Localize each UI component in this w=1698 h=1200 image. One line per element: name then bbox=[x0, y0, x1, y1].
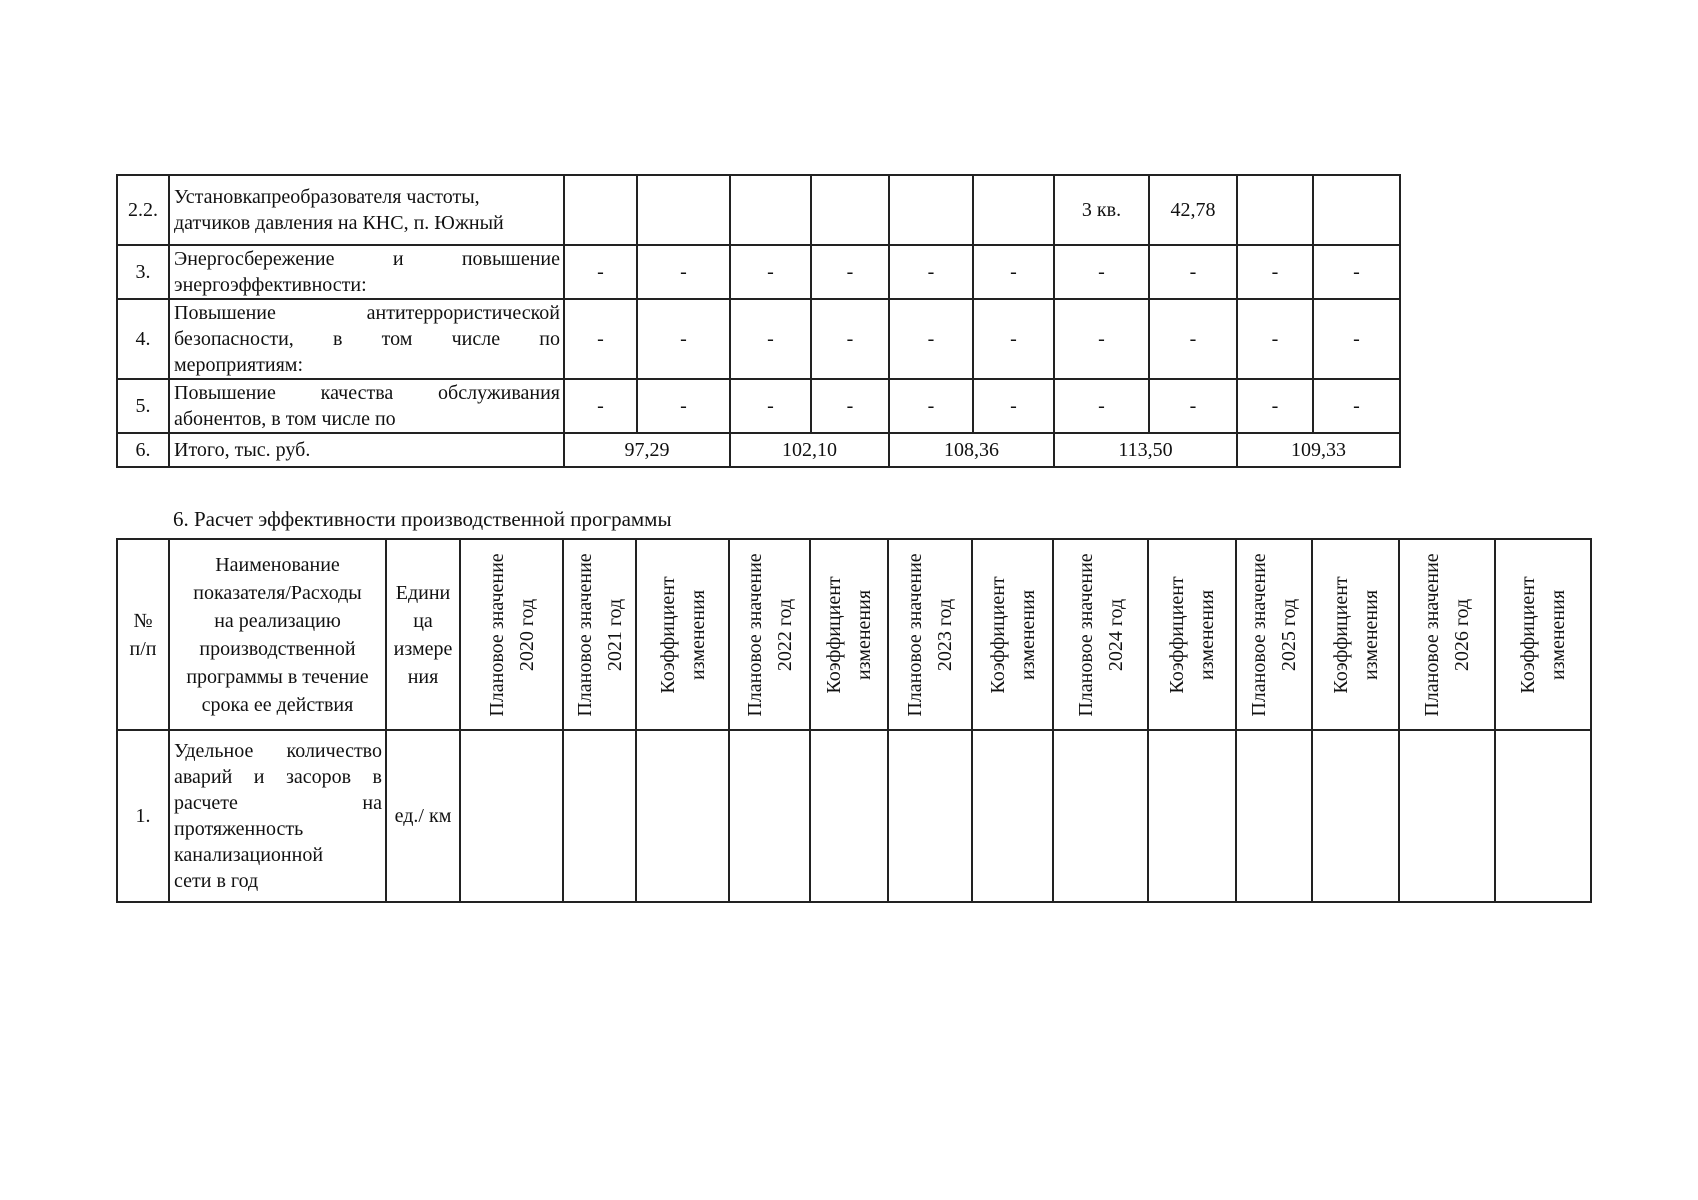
header-column-text bbox=[1513, 576, 1573, 693]
header-name-line: программы в течение bbox=[186, 665, 369, 688]
total-value: 113,50 bbox=[1054, 433, 1237, 467]
value-cell bbox=[1495, 730, 1591, 902]
row-name-lines bbox=[174, 300, 560, 378]
table-row bbox=[117, 379, 1400, 433]
value-cell: - bbox=[637, 299, 730, 379]
header-num bbox=[117, 539, 169, 730]
header-column-line: Плановое значение bbox=[1074, 552, 1097, 717]
header-column-line: 2021 год bbox=[603, 598, 626, 671]
row-name: Итого, тыс. руб. bbox=[169, 433, 564, 467]
row-name-line: датчиков давления на КНС, п. Южный bbox=[174, 212, 504, 234]
row-name-line: протяженность bbox=[174, 818, 304, 840]
value-cell: 3 кв. bbox=[1054, 175, 1149, 245]
value-cell: - bbox=[973, 379, 1054, 433]
header-column-text bbox=[653, 576, 713, 693]
header-column-line: Плановое значение bbox=[1421, 552, 1443, 717]
row-name bbox=[169, 175, 564, 245]
header-column bbox=[460, 539, 563, 730]
row-number: 5. bbox=[117, 379, 169, 433]
header-column bbox=[1236, 539, 1312, 730]
row-number: 2.2. bbox=[117, 175, 169, 245]
value-cell: - bbox=[1054, 245, 1149, 299]
row-name-line: энергоэффективности: bbox=[174, 274, 367, 296]
row-name bbox=[169, 245, 564, 299]
header-column-text bbox=[740, 553, 800, 716]
header-unit-lines bbox=[390, 579, 456, 691]
row-name-line: канализационной bbox=[174, 844, 324, 866]
value-cell bbox=[1399, 730, 1495, 902]
row-number: 6. bbox=[117, 433, 169, 467]
row-name-lines bbox=[174, 380, 560, 432]
section-title: 6. Расчет эффективности производственной программы bbox=[173, 507, 672, 531]
header-row bbox=[117, 539, 1591, 730]
header-num-lines bbox=[121, 607, 165, 663]
value-cell bbox=[1148, 730, 1236, 902]
header-column-text bbox=[482, 553, 542, 716]
row-name bbox=[169, 299, 564, 379]
value-cell bbox=[729, 730, 810, 902]
header-name-line: на реализацию bbox=[214, 609, 341, 632]
header-column-line: изменения bbox=[853, 589, 875, 680]
header-column-line: Плановое значение bbox=[743, 552, 766, 717]
header-column bbox=[563, 539, 636, 730]
header-column bbox=[636, 539, 729, 730]
row-name-line: мероприятиям: bbox=[174, 354, 303, 376]
value-cell: - bbox=[637, 379, 730, 433]
header-column bbox=[1312, 539, 1399, 730]
header-column bbox=[888, 539, 972, 730]
header-column bbox=[1148, 539, 1236, 730]
header-column-line: изменения bbox=[1547, 589, 1569, 680]
value-cell bbox=[972, 730, 1053, 902]
value-cell bbox=[636, 730, 729, 902]
value-cell bbox=[637, 175, 730, 245]
header-column-line: 2020 год bbox=[515, 598, 538, 671]
header-column-line: Коэффициент bbox=[1517, 575, 1539, 694]
header-column-line: Плановое значение bbox=[573, 552, 596, 717]
row-name bbox=[169, 379, 564, 433]
row-name-line: Повышение качества обслуживания bbox=[174, 382, 560, 404]
header-unit-line: измере bbox=[393, 637, 453, 660]
header-column-text bbox=[1162, 576, 1222, 693]
row-name-line: Энергосбережение и повышение bbox=[174, 248, 560, 270]
efficiency-table bbox=[116, 538, 1592, 903]
row-name-line: аварий и засоров в bbox=[174, 766, 382, 788]
header-column-line: изменения bbox=[1016, 589, 1039, 680]
header-column-text bbox=[1071, 553, 1131, 716]
header-column-text bbox=[983, 576, 1043, 693]
total-value: 109,33 bbox=[1237, 433, 1400, 467]
row-name-line: сети в год bbox=[174, 870, 259, 892]
value-cell: - bbox=[1149, 299, 1237, 379]
value-cell: - bbox=[973, 245, 1054, 299]
expenses-table bbox=[116, 174, 1401, 468]
header-column bbox=[810, 539, 888, 730]
header-column-text bbox=[1244, 553, 1304, 716]
value-cell bbox=[1313, 175, 1400, 245]
row-name bbox=[169, 730, 386, 902]
header-column-line: Плановое значение bbox=[904, 552, 926, 717]
header-column-line: 2024 год bbox=[1104, 598, 1127, 671]
value-cell bbox=[889, 175, 973, 245]
header-unit bbox=[386, 539, 460, 730]
total-row bbox=[117, 433, 1400, 467]
value-cell: - bbox=[637, 245, 730, 299]
row-unit: ед./ км bbox=[386, 730, 460, 902]
value-cell: - bbox=[811, 379, 889, 433]
header-column-text bbox=[900, 553, 960, 716]
header-column bbox=[1495, 539, 1591, 730]
value-cell: - bbox=[811, 299, 889, 379]
header-column bbox=[729, 539, 810, 730]
header-num-line: № bbox=[133, 609, 153, 632]
header-column-line: изменения bbox=[1359, 589, 1382, 680]
header-column-line: изменения bbox=[1196, 589, 1218, 680]
value-cell: - bbox=[1313, 299, 1400, 379]
header-unit-line: ца bbox=[413, 609, 433, 632]
header-column-line: Коэффициент bbox=[1329, 575, 1352, 694]
row-number: 3. bbox=[117, 245, 169, 299]
value-cell: 42,78 bbox=[1149, 175, 1237, 245]
header-name-line: Наименование bbox=[215, 553, 340, 576]
value-cell: - bbox=[1149, 245, 1237, 299]
value-cell: - bbox=[889, 379, 973, 433]
total-value: 108,36 bbox=[889, 433, 1054, 467]
value-cell bbox=[888, 730, 972, 902]
header-column-text bbox=[1326, 576, 1386, 693]
total-value: 97,29 bbox=[564, 433, 730, 467]
header-name-line: срока ее действия bbox=[201, 693, 354, 716]
table-row bbox=[117, 730, 1591, 902]
row-name-line: расчете на bbox=[174, 792, 382, 814]
header-column bbox=[1053, 539, 1148, 730]
value-cell: - bbox=[1237, 299, 1313, 379]
value-cell bbox=[564, 175, 637, 245]
row-name-lines bbox=[174, 184, 560, 236]
header-column-line: изменения bbox=[686, 589, 709, 680]
value-cell bbox=[1236, 730, 1312, 902]
header-unit-line: ния bbox=[407, 665, 439, 688]
header-column-line: Коэффициент bbox=[823, 575, 845, 694]
value-cell bbox=[811, 175, 889, 245]
row-name-line: Установкапреобразователя частоты, bbox=[174, 186, 480, 208]
value-cell: - bbox=[1237, 379, 1313, 433]
header-column-line: 2022 год bbox=[773, 598, 796, 671]
row-number: 4. bbox=[117, 299, 169, 379]
header-column-line: Коэффициент bbox=[986, 575, 1009, 694]
table-row bbox=[117, 175, 1400, 245]
value-cell: - bbox=[1054, 299, 1149, 379]
header-column bbox=[972, 539, 1053, 730]
header-column-line: Плановое значение bbox=[485, 552, 508, 717]
header-unit-line: Едини bbox=[395, 581, 451, 604]
table-row bbox=[117, 299, 1400, 379]
header-column-line: Коэффициент bbox=[656, 575, 679, 694]
value-cell bbox=[563, 730, 636, 902]
value-cell bbox=[1237, 175, 1313, 245]
value-cell: - bbox=[564, 299, 637, 379]
row-name-line: Удельное количество bbox=[174, 740, 382, 762]
value-cell bbox=[1312, 730, 1399, 902]
row-name-line: безопасности, в том числе по bbox=[174, 328, 560, 350]
value-cell bbox=[810, 730, 888, 902]
value-cell bbox=[730, 175, 811, 245]
value-cell: - bbox=[889, 245, 973, 299]
table-row bbox=[117, 245, 1400, 299]
header-column-line: 2023 год bbox=[934, 598, 956, 671]
row-name-lines bbox=[174, 246, 560, 298]
header-column-text bbox=[819, 576, 879, 693]
header-column-line: 2026 год bbox=[1451, 598, 1473, 671]
value-cell: - bbox=[1054, 379, 1149, 433]
header-column-line: Коэффициент bbox=[1166, 575, 1188, 694]
row-name-line: Повышение антитеррористической bbox=[174, 302, 560, 324]
value-cell: - bbox=[1313, 379, 1400, 433]
row-name-line: абонентов, в том числе по bbox=[174, 408, 396, 430]
value-cell bbox=[460, 730, 563, 902]
header-column-text bbox=[570, 553, 630, 716]
header-column-text bbox=[1417, 553, 1477, 716]
value-cell: - bbox=[730, 299, 811, 379]
value-cell: - bbox=[973, 299, 1054, 379]
value-cell bbox=[1053, 730, 1148, 902]
value-cell: - bbox=[1237, 245, 1313, 299]
header-name bbox=[169, 539, 386, 730]
header-column-line: Плановое значение bbox=[1248, 552, 1270, 717]
value-cell: - bbox=[889, 299, 973, 379]
total-value: 102,10 bbox=[730, 433, 889, 467]
value-cell: - bbox=[730, 245, 811, 299]
header-name-lines bbox=[173, 551, 382, 719]
row-number: 1. bbox=[117, 730, 169, 902]
value-cell: - bbox=[564, 379, 637, 433]
value-cell bbox=[973, 175, 1054, 245]
header-num-line: п/п bbox=[129, 637, 157, 660]
value-cell: - bbox=[1313, 245, 1400, 299]
value-cell: - bbox=[811, 245, 889, 299]
value-cell: - bbox=[1149, 379, 1237, 433]
header-column-line: 2025 год bbox=[1278, 598, 1300, 671]
value-cell: - bbox=[564, 245, 637, 299]
header-column bbox=[1399, 539, 1495, 730]
header-name-line: показателя/Расходы bbox=[193, 581, 362, 604]
value-cell: - bbox=[730, 379, 811, 433]
row-name-lines bbox=[174, 738, 382, 894]
header-name-line: производственной bbox=[199, 637, 356, 660]
